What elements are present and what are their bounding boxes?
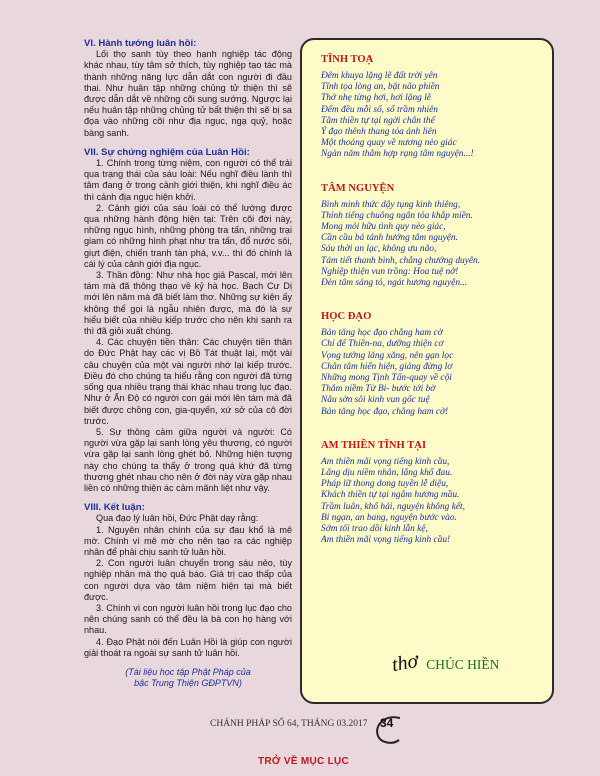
poem-line: Nâu sờn sôi kinh vun gốc tuệ (321, 395, 430, 406)
page-number-badge (372, 712, 406, 746)
paragraph: 1. Nguyên nhân chính của sự đau khổ là mê mờ. Chính vì mê mờ cho nên tạo ra các nghiệp nhân để phải chịu sanh tử luân hồi. (84, 524, 292, 557)
poem-title: AM THIỀN TĨNH TẠI (321, 439, 427, 451)
paragraph: 2. Con người luân chuyển trong sáu nẻo, tùy nghiệp nhân mà thọ quả báo. Giá trị cao thấp của con người dựa vào tâm niệm hiện tại mà biết được. (84, 558, 292, 602)
poem-title: HỌC ĐẠO (321, 311, 372, 323)
article-column (84, 38, 292, 689)
poem-line: Vọng tưởng lăng xăng, nên gạn lọc (321, 350, 454, 361)
poem-line: Chân tâm hiển hiện, giảng đừng lơ (321, 361, 453, 372)
poem (321, 440, 547, 547)
poem-line: Thỉnh tiếng chuông ngân tỏa khắp miền. (321, 210, 473, 221)
author-name: CHÚC HIỀN (426, 657, 500, 672)
issue-footer: CHÁNH PHÁP SỐ 64, THÁNG 03.2017 (210, 719, 368, 729)
poem-line: Nghiệp thiện vun trồng: Hoa tuệ nở! (321, 266, 459, 277)
poem (321, 183, 547, 290)
poem-list (321, 54, 547, 547)
poem-line: Khách thiền tự tại ngắm hương mầu. (321, 490, 460, 501)
poem-line: Am thiền mãi vọng tiếng kinh cầu, (321, 456, 450, 467)
poem-line: Bản tăng học đạo chẳng ham cờ (321, 328, 443, 339)
poem-title: TÂM NGUYỆN (321, 182, 395, 194)
poem (321, 54, 547, 161)
poem-line: Sớm tối trao dồi kinh lẫn kệ, (321, 524, 428, 535)
section-heading: VII. Sự chứng nghiệm của Luân Hồi: (84, 146, 250, 158)
back-to-toc-link[interactable]: TRỞ VỀ MỤC LỤC (258, 756, 350, 767)
poem-line: Trầm luân, khổ hải, nguyện không kết, (321, 501, 465, 512)
paragraph: Lối thọ sanh tùy theo hạnh nghiệp tác động khác nhau, tùy tâm sở thích, tùy nghiệp tạo tác mà thành những năng lực dẫn dắt con người đi đầu thai. Như huân tập những chủng tử thiện thì sẽ được dẫn dắt về những cõi sung sướng. Ngược lại nếu huân tập những chủng tử bất thiện thì sẽ bị sa đọa vào những cõi như địa ngục, ngạ quỷ, hoặc bàng sanh. (84, 49, 292, 138)
source-note (84, 667, 292, 689)
paragraph: 3. Thần đồng: Như nhà học giả Pascal, mới lên tám mà đã thông thạo về kỷ hà học. Bạch Cư Dị mới lên năm mà đã biết làm thơ. Những sự kiện ấy không thể gọi là ngẫu nhiên được, mà đó là sự hiểu biết của nhiều kiếp trước cho nên khi sanh ra thì đã giỏi xuất chúng. (84, 270, 292, 337)
author-signature (390, 649, 500, 677)
poem-line: Sáu thời an lạc, không ưu não, (321, 244, 437, 255)
poem-line: Một thoáng quay về nương nẻo giác (321, 138, 457, 149)
poem-line: Cần cầu bá tánh hướng tâm nguyện. (321, 233, 458, 244)
paragraph: 5. Sự thông cảm giữa người và người: Có người vừa gặp lại sanh lòng yêu thương, có người vừa gặp lại sanh lòng ghét bỏ. Những hiện tượng này cho chúng ta thấy ở trong quá khứ đã từng thương ghét nhau cho nên ở đời này vừa gặp nhau liền có những thiện ác cảm mãnh liệt như vậy. (84, 426, 292, 493)
poem-line: Ý đạo thênh thang tỏa ánh liên (321, 127, 437, 138)
section-heading: VIII. Kết luận: (84, 502, 145, 514)
poem-title: TĨNH TOẠ (321, 54, 374, 65)
poem-line: Thắm niềm Từ Bi- bước tới bờ (321, 384, 436, 395)
paragraph: 1. Chính trong từng niệm, con người có thể trải qua trạng thái của sáu loài: Nếu nghĩ điều lành thì tâm đang ở trong cảnh giới thiện, khi nghĩ điều ác thì cảnh địa ngục hiện khởi. (84, 158, 292, 202)
poem-line: Lắng dịu niềm nhân, lắng khổ đau. (321, 468, 453, 479)
paragraph: 4. Đạo Phật nói đến Luân Hồi là giúp con người giải thoát ra ngoài sự sanh tử luân hồi. (84, 636, 292, 658)
poem-line: Đếm đều mỗi số, số trầm nhiên (321, 104, 438, 115)
paragraph: 4. Các chuyện tiền thân: Các chuyện tiền thân do Đức Phật hay các vị Bồ Tát thuật lại, một vài câu chuyện của một vài người nhớ lại kiếp trước. Điều đó cho chúng ta hiểu rằng con người đã từng sống qua nhiều trạng thái khác nhau trong lục đạo. Như ở Ấn Độ có người con gái mới lên tám mà đã biết được chồng con, gia-quyến, xứ sở của cô đời trước. (84, 337, 292, 426)
poem-line: Pháp lữ thong dong tuyền lễ diệu, (321, 479, 449, 490)
poem-line: Bình minh thức dậy tụng kinh thiêng, (321, 199, 461, 210)
poem-line: Mong mỏi hữu tình quy nẻo giác, (321, 222, 446, 233)
poem-line: Những mong Tịnh Tấn-quay về cội (321, 373, 452, 384)
section-heading: VI. Hành tướng luân hồi: (84, 38, 197, 49)
paragraph: 2. Cảnh giới của sáu loài có thể lường được qua những hành động hiện tại: Trên cõi đời này, những ngục hình, những phòng tra tấn, những trại giam có những hình phạt như tra tấn, đổ nước sôi, giựt điện, chiến tranh tàn phá, v.v... thì đó chính là cái lý của cảnh giới địa ngục. (84, 202, 292, 269)
paragraph: 3. Chính vì con người luân hồi trong lục đạo cho nên chúng sanh có thể đều là bà con họ hàng với nhau. (84, 602, 292, 636)
poem (321, 311, 547, 418)
poem-line: Ngàn năm thắm hợp rạng tâm nguyện...! (321, 149, 474, 160)
poem-line: Am thiền mãi vọng tiếng kinh cầu! (321, 535, 451, 546)
poem-line: Tĩnh tọa lòng an, bặt não phiền (321, 82, 440, 93)
poem-line: Tâm thiền tự tại ngời chân thể (321, 115, 435, 126)
paragraph: Qua đạo lý luân hồi, Đức Phật dạy rằng: (96, 513, 259, 524)
source-line: (Tài liệu học tập Phật Pháp của (125, 666, 251, 677)
poem-line: Bản tăng học đạo, chẳng ham cờ! (321, 406, 449, 417)
poem-line: Bỉ ngạn, an bang, nguyện bước vào. (321, 512, 457, 523)
poem-line: Đêm khuya lặng lẽ đất trời yên (321, 71, 438, 81)
poem-line: Tám tiết thanh bình, chẳng chướng duyên. (321, 255, 481, 266)
poem-line: Chỉ để Thiền-na, dưỡng thiện cơ (321, 339, 444, 350)
signature-script: thơ (390, 649, 420, 677)
poem-line: Thở nhẹ từng hơi, hơi lặng lẽ (321, 93, 431, 104)
page-number: 34 (380, 716, 394, 730)
poem-line: Đèn tâm sáng tỏ, ngát hương nguyện... (321, 278, 468, 289)
source-line: bậc Trung Thiện GĐPTVN) (134, 677, 242, 688)
